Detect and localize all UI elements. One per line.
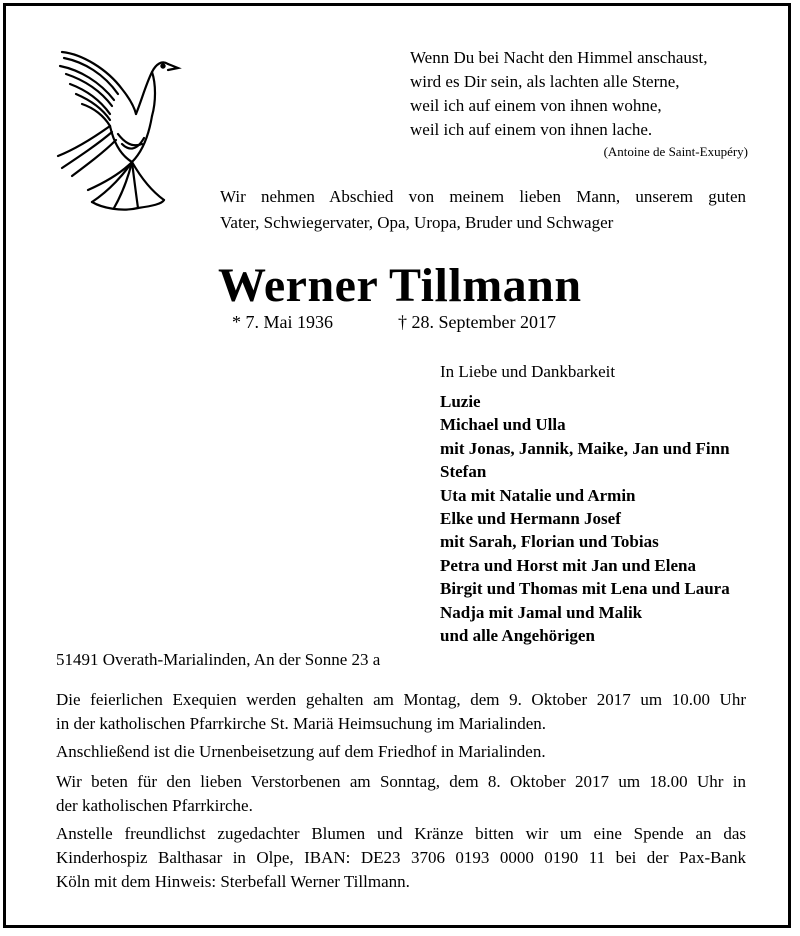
exequien-notice xyxy=(56,688,746,736)
family-member: mit Sarah, Florian und Tobias xyxy=(440,532,659,552)
urn-line: Anschließend ist die Urnenbeisetzung auf dem Friedhof in Marialinden. xyxy=(56,742,546,761)
dove-icon xyxy=(52,44,202,214)
farewell-intro-line: Wir nehmen Abschied von meinem lieben Mann, unserem guten xyxy=(220,187,746,206)
farewell-intro-line: Vater, Schwiegervater, Opa, Uropa, Bruder und Schwager xyxy=(220,213,614,232)
family-member: Birgit und Thomas mit Lena und Laura xyxy=(440,579,730,599)
family-member: Stefan xyxy=(440,462,487,482)
prayer-line: der katholischen Pfarrkirche. xyxy=(56,796,253,815)
poem-author: (Antoine de Saint-Exupéry) xyxy=(603,144,748,159)
poem-line: weil ich auf einem von ihnen wohne, xyxy=(410,96,662,115)
donation-line: Kinderhospiz Balthasar in Olpe, IBAN: DE23 3706 0193 0000 0190 11 bei der Pax-Bank xyxy=(56,848,746,867)
poem-line: wird es Dir sein, als lachten alle Sterne, xyxy=(410,72,680,91)
family-list xyxy=(440,360,770,647)
family-member: Petra und Horst mit Jan und Elena xyxy=(440,555,696,575)
family-member: mit Jonas, Jannik, Maike, Jan und Finn xyxy=(440,438,730,458)
family-member: Nadja mit Jamal und Malik xyxy=(440,602,643,622)
deceased-name: Werner Tillmann xyxy=(218,259,582,312)
donation-notice xyxy=(56,822,746,894)
poem-line: weil ich auf einem von ihnen lache. xyxy=(410,120,653,139)
birth-date: * 7. Mai 1936 xyxy=(232,312,333,332)
poem xyxy=(410,46,750,142)
prayer-notice xyxy=(56,770,746,818)
farewell-intro xyxy=(220,184,746,236)
family-member: Michael und Ulla xyxy=(440,415,566,435)
family-member: Elke und Hermann Josef xyxy=(440,509,621,529)
prayer-line: Wir beten für den lieben Verstorbenen am Sonntag, dem 8. Oktober 2017 um 18.00 Uhr in xyxy=(56,772,746,791)
family-intro: In Liebe und Dankbarkeit xyxy=(440,362,616,381)
exequien-line: Die feierlichen Exequien werden gehalten am Montag, dem 9. Oktober 2017 um 10.00 Uhr xyxy=(56,690,746,709)
poem-line: Wenn Du bei Nacht den Himmel anschaust, xyxy=(410,48,708,67)
family-member: Luzie xyxy=(440,392,481,411)
death-date: † 28. September 2017 xyxy=(398,312,556,332)
family-member: und alle Angehörigen xyxy=(440,626,595,646)
donation-line: Anstelle freundlichst zugedachter Blumen und Kränze bitten wir um eine Spende an das xyxy=(56,824,746,843)
family-member: Uta mit Natalie und Armin xyxy=(440,485,636,505)
exequien-line: in der katholischen Pfarrkirche St. Mariä Heimsuchung im Marialinden. xyxy=(56,714,547,733)
urn-notice xyxy=(56,740,746,764)
donation-line: Köln mit dem Hinweis: Sterbefall Werner Tillmann. xyxy=(56,872,410,891)
address: 51491 Overath-Marialinden, An der Sonne 23 a xyxy=(56,650,381,669)
